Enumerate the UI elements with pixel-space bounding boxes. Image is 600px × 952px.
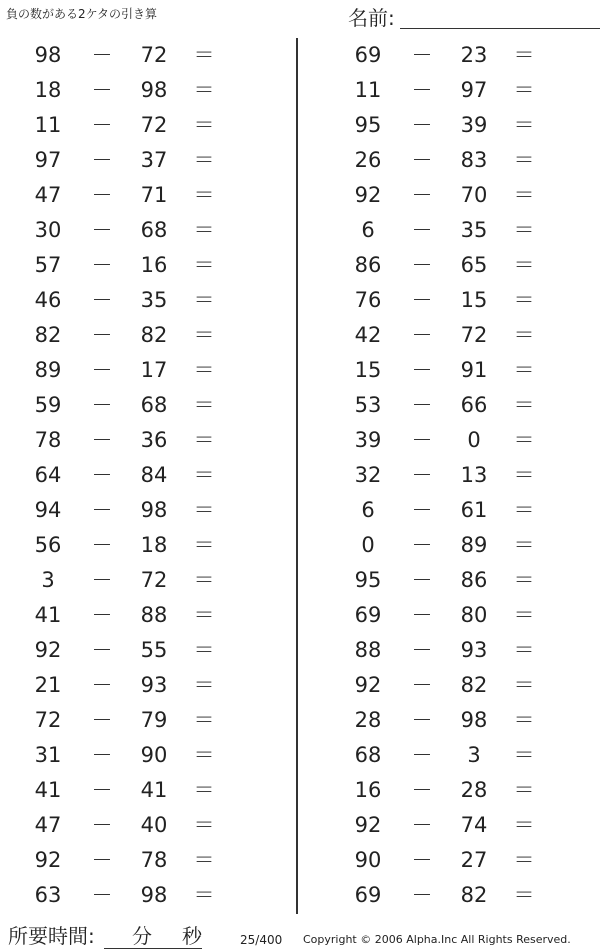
minuend: 63 — [34, 883, 62, 907]
minutes-unit: 分 — [132, 924, 152, 948]
equals-sign: ＝ — [513, 743, 535, 767]
minuend: 82 — [34, 323, 62, 347]
problem-row — [340, 178, 600, 213]
minuend: 90 — [354, 848, 382, 872]
equals-sign: ＝ — [513, 673, 535, 697]
minuend: 11 — [34, 113, 62, 137]
problem-row — [20, 773, 280, 808]
subtrahend: 82 — [140, 323, 168, 347]
subtrahend: 23 — [460, 43, 488, 67]
equals-sign: ＝ — [513, 358, 535, 382]
equals-sign: ＝ — [193, 568, 215, 592]
minuend: 98 — [34, 43, 62, 67]
minuend: 26 — [354, 148, 382, 172]
left-problem-column — [20, 38, 280, 913]
subtrahend: 0 — [467, 428, 481, 452]
minuend: 21 — [34, 673, 62, 697]
subtrahend: 72 — [140, 568, 168, 592]
subtrahend: 82 — [460, 883, 488, 907]
subtrahend: 17 — [140, 358, 168, 382]
minuend: 11 — [354, 78, 382, 102]
minuend: 97 — [34, 148, 62, 172]
problem-row — [20, 458, 280, 493]
seconds-unit: 秒 — [182, 924, 202, 948]
problem-row — [340, 108, 600, 143]
subtrahend: 18 — [140, 533, 168, 557]
minuend: 88 — [354, 638, 382, 662]
equals-sign: ＝ — [193, 253, 215, 277]
minus-sign: － — [411, 848, 433, 872]
subtrahend: 82 — [460, 673, 488, 697]
name-label: 名前: — [348, 6, 395, 30]
subtrahend: 93 — [140, 673, 168, 697]
name-underline — [400, 28, 600, 29]
time-underline — [104, 948, 202, 949]
equals-sign: ＝ — [193, 183, 215, 207]
equals-sign: ＝ — [513, 778, 535, 802]
problem-row — [20, 493, 280, 528]
problem-row — [340, 633, 600, 668]
minus-sign: － — [411, 778, 433, 802]
problem-row — [340, 318, 600, 353]
equals-sign: ＝ — [513, 323, 535, 347]
minuend: 69 — [354, 883, 382, 907]
minus-sign: － — [411, 253, 433, 277]
minus-sign: － — [91, 358, 113, 382]
problem-row — [20, 353, 280, 388]
minus-sign: － — [411, 183, 433, 207]
subtrahend: 97 — [460, 78, 488, 102]
minuend: 42 — [354, 323, 382, 347]
minuend: 69 — [354, 43, 382, 67]
subtrahend: 93 — [460, 638, 488, 662]
problem-row — [20, 178, 280, 213]
subtrahend: 70 — [460, 183, 488, 207]
problem-row — [340, 248, 600, 283]
minuend: 3 — [41, 568, 55, 592]
problem-row — [340, 493, 600, 528]
worksheet-title: 負の数がある2ケタの引き算 — [6, 7, 158, 21]
equals-sign: ＝ — [193, 778, 215, 802]
equals-sign: ＝ — [193, 393, 215, 417]
footer — [0, 918, 600, 952]
equals-sign: ＝ — [513, 708, 535, 732]
problem-row — [340, 528, 600, 563]
subtrahend: 36 — [140, 428, 168, 452]
name-field — [348, 4, 594, 32]
subtrahend: 83 — [460, 148, 488, 172]
minus-sign: － — [411, 428, 433, 452]
minus-sign: － — [411, 603, 433, 627]
equals-sign: ＝ — [193, 813, 215, 837]
subtrahend: 3 — [467, 743, 481, 767]
problem-row — [340, 388, 600, 423]
minus-sign: － — [91, 498, 113, 522]
problem-row — [20, 878, 280, 913]
equals-sign: ＝ — [193, 43, 215, 67]
equals-sign: ＝ — [193, 463, 215, 487]
problem-row — [20, 248, 280, 283]
minuend: 92 — [354, 183, 382, 207]
equals-sign: ＝ — [513, 218, 535, 242]
minus-sign: － — [91, 393, 113, 417]
minuend: 6 — [361, 218, 375, 242]
subtrahend: 13 — [460, 463, 488, 487]
problem-row — [340, 808, 600, 843]
equals-sign: ＝ — [513, 463, 535, 487]
problem-row — [340, 353, 600, 388]
minus-sign: － — [91, 288, 113, 312]
subtrahend: 16 — [140, 253, 168, 277]
problem-row — [20, 388, 280, 423]
problem-row — [20, 213, 280, 248]
subtrahend: 98 — [140, 883, 168, 907]
subtrahend: 72 — [460, 323, 488, 347]
minus-sign: － — [91, 113, 113, 137]
minus-sign: － — [91, 43, 113, 67]
problem-row — [340, 213, 600, 248]
equals-sign: ＝ — [193, 883, 215, 907]
minuend: 41 — [34, 778, 62, 802]
copyright-notice: Copyright © 2006 Alpha.Inc All Rights Reserved. — [303, 933, 571, 946]
minuend: 30 — [34, 218, 62, 242]
minus-sign: － — [91, 568, 113, 592]
minuend: 86 — [354, 253, 382, 277]
minus-sign: － — [411, 708, 433, 732]
equals-sign: ＝ — [193, 848, 215, 872]
subtrahend: 84 — [140, 463, 168, 487]
subtrahend: 37 — [140, 148, 168, 172]
problem-row — [340, 843, 600, 878]
subtrahend: 27 — [460, 848, 488, 872]
problem-row — [340, 458, 600, 493]
minus-sign: － — [411, 463, 433, 487]
equals-sign: ＝ — [513, 533, 535, 557]
problem-row — [20, 738, 280, 773]
minuend: 15 — [354, 358, 382, 382]
equals-sign: ＝ — [193, 148, 215, 172]
minuend: 72 — [34, 708, 62, 732]
problem-row — [340, 598, 600, 633]
minus-sign: － — [91, 708, 113, 732]
problem-row — [340, 738, 600, 773]
subtrahend: 35 — [460, 218, 488, 242]
equals-sign: ＝ — [513, 393, 535, 417]
minuend: 28 — [354, 708, 382, 732]
problem-row — [20, 598, 280, 633]
minus-sign: － — [91, 78, 113, 102]
subtrahend: 80 — [460, 603, 488, 627]
equals-sign: ＝ — [513, 43, 535, 67]
minuend: 95 — [354, 568, 382, 592]
minuend: 57 — [34, 253, 62, 277]
subtrahend: 98 — [140, 78, 168, 102]
minus-sign: － — [91, 638, 113, 662]
minuend: 89 — [34, 358, 62, 382]
subtrahend: 86 — [460, 568, 488, 592]
minus-sign: － — [411, 813, 433, 837]
minuend: 78 — [34, 428, 62, 452]
subtrahend: 35 — [140, 288, 168, 312]
subtrahend: 15 — [460, 288, 488, 312]
problem-row — [340, 668, 600, 703]
equals-sign: ＝ — [513, 883, 535, 907]
subtrahend: 91 — [460, 358, 488, 382]
problem-row — [340, 563, 600, 598]
equals-sign: ＝ — [513, 78, 535, 102]
problem-row — [20, 633, 280, 668]
problem-row — [340, 878, 600, 913]
equals-sign: ＝ — [513, 428, 535, 452]
subtrahend: 66 — [460, 393, 488, 417]
equals-sign: ＝ — [513, 288, 535, 312]
minus-sign: － — [411, 288, 433, 312]
equals-sign: ＝ — [193, 533, 215, 557]
equals-sign: ＝ — [193, 113, 215, 137]
equals-sign: ＝ — [193, 323, 215, 347]
equals-sign: ＝ — [513, 848, 535, 872]
equals-sign: ＝ — [193, 673, 215, 697]
equals-sign: ＝ — [193, 638, 215, 662]
problem-row — [340, 703, 600, 738]
minus-sign: － — [91, 603, 113, 627]
minus-sign: － — [411, 323, 433, 347]
problem-row — [20, 283, 280, 318]
equals-sign: ＝ — [193, 218, 215, 242]
minuend: 92 — [34, 638, 62, 662]
minus-sign: － — [411, 883, 433, 907]
subtrahend: 40 — [140, 813, 168, 837]
problem-row — [340, 283, 600, 318]
right-problem-column — [340, 38, 600, 913]
minus-sign: － — [411, 498, 433, 522]
problem-row — [20, 563, 280, 598]
minuend: 53 — [354, 393, 382, 417]
equals-sign: ＝ — [513, 603, 535, 627]
subtrahend: 55 — [140, 638, 168, 662]
minuend: 69 — [354, 603, 382, 627]
minus-sign: － — [91, 673, 113, 697]
minuend: 41 — [34, 603, 62, 627]
subtrahend: 71 — [140, 183, 168, 207]
equals-sign: ＝ — [193, 498, 215, 522]
subtrahend: 41 — [140, 778, 168, 802]
equals-sign: ＝ — [193, 428, 215, 452]
subtrahend: 28 — [460, 778, 488, 802]
problem-row — [340, 773, 600, 808]
equals-sign: ＝ — [513, 813, 535, 837]
problem-row — [340, 143, 600, 178]
subtrahend: 72 — [140, 113, 168, 137]
problem-row — [20, 318, 280, 353]
minuend: 6 — [361, 498, 375, 522]
equals-sign: ＝ — [193, 743, 215, 767]
equals-sign: ＝ — [513, 498, 535, 522]
subtrahend: 89 — [460, 533, 488, 557]
minuend: 95 — [354, 113, 382, 137]
minus-sign: － — [91, 743, 113, 767]
page-number: 25/400 — [240, 933, 283, 947]
minuend: 31 — [34, 743, 62, 767]
minuend: 18 — [34, 78, 62, 102]
minus-sign: － — [411, 113, 433, 137]
equals-sign: ＝ — [513, 183, 535, 207]
problem-row — [340, 423, 600, 458]
subtrahend: 61 — [460, 498, 488, 522]
minus-sign: － — [411, 218, 433, 242]
minuend: 47 — [34, 183, 62, 207]
minus-sign: － — [411, 78, 433, 102]
problem-row — [20, 108, 280, 143]
equals-sign: ＝ — [193, 358, 215, 382]
minus-sign: － — [411, 638, 433, 662]
equals-sign: ＝ — [513, 253, 535, 277]
minuend: 47 — [34, 813, 62, 837]
problem-row — [20, 423, 280, 458]
minuend: 92 — [34, 848, 62, 872]
subtrahend: 98 — [140, 498, 168, 522]
minus-sign: － — [91, 883, 113, 907]
minus-sign: － — [91, 848, 113, 872]
subtrahend: 68 — [140, 218, 168, 242]
minuend: 92 — [354, 673, 382, 697]
equals-sign: ＝ — [193, 288, 215, 312]
minus-sign: － — [91, 183, 113, 207]
minus-sign: － — [91, 813, 113, 837]
problem-row — [20, 528, 280, 563]
subtrahend: 90 — [140, 743, 168, 767]
minus-sign: － — [91, 148, 113, 172]
minuend: 64 — [34, 463, 62, 487]
subtrahend: 74 — [460, 813, 488, 837]
minuend: 59 — [34, 393, 62, 417]
equals-sign: ＝ — [513, 113, 535, 137]
equals-sign: ＝ — [513, 638, 535, 662]
minus-sign: － — [411, 673, 433, 697]
subtrahend: 98 — [460, 708, 488, 732]
minuend: 32 — [354, 463, 382, 487]
problem-row — [20, 73, 280, 108]
equals-sign: ＝ — [193, 78, 215, 102]
problem-row — [20, 843, 280, 878]
subtrahend: 78 — [140, 848, 168, 872]
equals-sign: ＝ — [193, 603, 215, 627]
subtrahend: 72 — [140, 43, 168, 67]
equals-sign: ＝ — [513, 568, 535, 592]
minuend: 56 — [34, 533, 62, 557]
problem-row — [340, 73, 600, 108]
subtrahend: 68 — [140, 393, 168, 417]
minuend: 76 — [354, 288, 382, 312]
minus-sign: － — [91, 778, 113, 802]
equals-sign: ＝ — [513, 148, 535, 172]
minus-sign: － — [411, 743, 433, 767]
minus-sign: － — [91, 253, 113, 277]
subtrahend: 65 — [460, 253, 488, 277]
problem-row — [20, 38, 280, 73]
time-required-label: 所要時間: — [8, 924, 95, 948]
minuend: 92 — [354, 813, 382, 837]
minus-sign: － — [91, 463, 113, 487]
minus-sign: － — [91, 533, 113, 557]
problem-row — [20, 143, 280, 178]
minus-sign: － — [411, 148, 433, 172]
minus-sign: － — [411, 533, 433, 557]
problem-row — [20, 703, 280, 738]
subtrahend: 88 — [140, 603, 168, 627]
problem-row — [20, 668, 280, 703]
minus-sign: － — [91, 323, 113, 347]
minuend: 46 — [34, 288, 62, 312]
problem-row — [340, 38, 600, 73]
minus-sign: － — [411, 43, 433, 67]
subtrahend: 79 — [140, 708, 168, 732]
minuend: 16 — [354, 778, 382, 802]
subtrahend: 39 — [460, 113, 488, 137]
minus-sign: － — [411, 568, 433, 592]
equals-sign: ＝ — [193, 708, 215, 732]
minuend: 68 — [354, 743, 382, 767]
minus-sign: － — [411, 393, 433, 417]
minuend: 94 — [34, 498, 62, 522]
minuend: 39 — [354, 428, 382, 452]
minus-sign: － — [91, 428, 113, 452]
problem-row — [20, 808, 280, 843]
minus-sign: － — [91, 218, 113, 242]
minus-sign: － — [411, 358, 433, 382]
column-divider — [296, 38, 298, 914]
minuend: 0 — [361, 533, 375, 557]
